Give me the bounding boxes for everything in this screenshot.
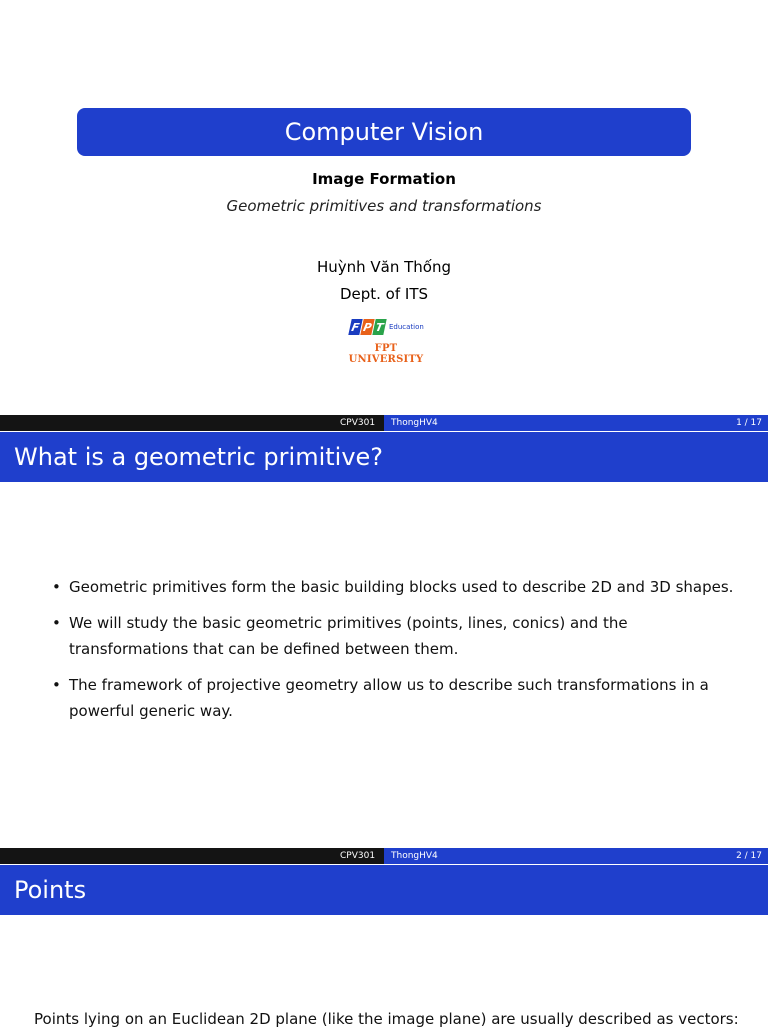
logo-tile-p: P <box>362 320 373 334</box>
logo-tiles <box>350 319 385 335</box>
footer-course-code: CPV301 <box>340 851 376 861</box>
slide-footer-2 <box>0 848 768 864</box>
slide-title: Points <box>14 876 87 904</box>
footer-page-number: 1 / 17 <box>736 418 762 428</box>
bullet-item: • We will study the basic geometric primitives (points, lines, conics) and the transformations that can be defined between them. <box>52 610 742 662</box>
footer-course-code: CPV301 <box>340 418 376 428</box>
department: Dept. of ITS <box>339 285 429 303</box>
presentation-subtitle: Image Formation <box>312 170 456 188</box>
logo-tile-t: T <box>372 319 386 335</box>
presentation-title: Computer Vision <box>284 118 484 146</box>
slide-header-geometric-primitive <box>0 432 768 482</box>
logo-university-label: FPT UNIVERSITY <box>348 343 424 365</box>
slide-header-points <box>0 865 768 915</box>
bullet-list <box>52 574 742 734</box>
bullet-item: • Geometric primitives form the basic building blocks used to describe 2D and 3D shapes. <box>52 574 742 600</box>
slide-title: What is a geometric primitive? <box>14 443 384 471</box>
footer-author: ThongHV4 <box>391 418 438 428</box>
presentation-subsubtitle: Geometric primitives and transformations <box>226 197 542 215</box>
fpt-logo <box>336 317 436 365</box>
slide-body-text: Points lying on an Euclidean 2D plane (like the image plane) are usually described as vectors: <box>34 1010 739 1028</box>
bullet-item: • The framework of projective geometry allow us to describe such transformations in a powerful generic way. <box>52 672 742 724</box>
footer-dark-segment <box>0 415 384 431</box>
footer-author: ThongHV4 <box>391 851 438 861</box>
footer-dark-segment <box>0 848 384 864</box>
logo-tile-f: F <box>348 319 362 335</box>
author-name: Huỳnh Văn Thống <box>316 258 452 276</box>
footer-page-number: 2 / 17 <box>736 851 762 861</box>
slide-footer-1 <box>0 415 768 431</box>
logo-education-label: Education <box>389 323 424 331</box>
title-banner <box>77 108 691 156</box>
